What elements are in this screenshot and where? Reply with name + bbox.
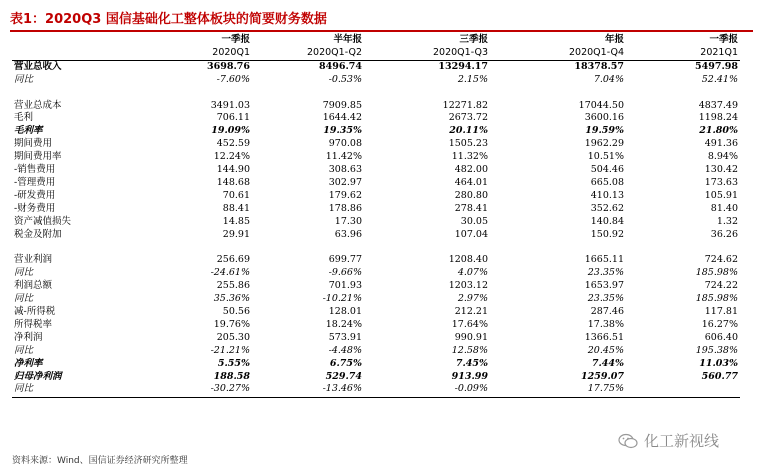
table-row: [12, 216, 740, 229]
table-cell: [626, 87, 740, 100]
table-cell: 701.93: [328, 280, 362, 292]
table-row: [12, 280, 740, 293]
row-label: 减-所得税: [14, 306, 56, 317]
table-cell: 278.41: [454, 202, 488, 214]
table-cell: 7.45%: [455, 357, 488, 369]
table-cell: 491.36: [704, 138, 738, 150]
table-cell: 140.84: [590, 215, 624, 227]
table-cell: 130.42: [704, 164, 738, 176]
table-cell: 12.24%: [213, 151, 250, 163]
column-header-top: 年报: [604, 34, 624, 45]
header-corner: [12, 34, 130, 47]
table-cell: 70.61: [222, 189, 250, 201]
column-header-top: 三季报: [459, 34, 488, 45]
table-cell: 17.30: [334, 215, 362, 227]
table-cell: 560.77: [701, 370, 738, 382]
column-header-bottom: 2020Q1-Q3: [364, 47, 490, 60]
table-cell: 17.64%: [451, 318, 488, 330]
row-label: -销售费用: [14, 164, 56, 176]
table-cell: 1366.51: [584, 331, 624, 343]
table-cell: 185.98%: [695, 293, 738, 305]
table-cell: 699.77: [328, 254, 362, 266]
table-cell: 17.38%: [587, 318, 624, 330]
title-rule: [10, 30, 753, 32]
table-cell: 2673.72: [448, 112, 488, 124]
table-cell: 5497.98: [695, 60, 738, 72]
table-cell: 178.86: [328, 202, 362, 214]
table-cell: -24.61%: [210, 267, 250, 279]
table-row: [12, 151, 740, 164]
table-cell: 11.42%: [325, 151, 362, 163]
table-row: [12, 306, 740, 319]
table-cell: 1.32: [716, 215, 738, 227]
table-cell: 173.63: [704, 176, 738, 188]
table-cell: 63.96: [334, 228, 362, 240]
table-cell: 8.94%: [707, 151, 738, 163]
table-cell: [364, 87, 490, 100]
table-cell: -13.46%: [322, 383, 362, 395]
table-cell: 8496.74: [319, 60, 362, 72]
table-cell: 482.00: [454, 164, 488, 176]
row-label: 营业利润: [14, 254, 53, 266]
table-row: [12, 319, 740, 332]
table-cell: 970.08: [328, 138, 362, 150]
table-cell: 50.56: [222, 306, 250, 317]
watermark: [618, 430, 719, 451]
row-label: 同比: [14, 344, 34, 356]
table-cell: 16.27%: [701, 318, 738, 330]
spacer-row: [12, 87, 740, 100]
table-cell: 4.07%: [457, 267, 488, 279]
table-cell: 18378.57: [574, 60, 624, 72]
table-cell: 308.63: [328, 164, 362, 176]
table-cell: [364, 241, 490, 254]
table-cell: 1665.11: [584, 254, 624, 266]
table-cell: 30.05: [460, 215, 488, 227]
table-cell: -7.60%: [216, 73, 250, 85]
table-cell: 23.35%: [587, 293, 624, 305]
table-cell: 17044.50: [578, 99, 624, 111]
header-corner: [12, 47, 130, 60]
table-cell: 2.97%: [457, 293, 488, 305]
row-label: 期间费用: [14, 138, 53, 150]
table-cell: 195.38%: [695, 344, 738, 356]
row-label: [12, 87, 130, 100]
spacer-row: [12, 241, 740, 254]
column-header-top: 一季报: [709, 34, 738, 45]
table-cell: 11.03%: [699, 357, 738, 369]
table-cell: [626, 241, 740, 254]
table-cell: 19.59%: [585, 125, 624, 137]
table-cell: -0.09%: [454, 383, 488, 395]
table-cell: 7.44%: [591, 357, 624, 369]
table-cell: -10.21%: [322, 293, 362, 305]
row-label: 利润总额: [14, 280, 53, 292]
table-cell: 17.75%: [587, 383, 624, 395]
financial-table: [12, 34, 740, 396]
table-row: [12, 267, 740, 280]
table-cell: 188.58: [213, 370, 250, 382]
column-header-bottom: 2020Q1-Q4: [490, 47, 626, 60]
table-cell: 3600.16: [584, 112, 624, 124]
table-cell: 1198.24: [698, 112, 738, 124]
table-cell: 1644.42: [322, 112, 362, 124]
table-row: [12, 190, 740, 203]
table-cell: 35.36%: [213, 293, 250, 305]
table-cell: 504.46: [590, 164, 624, 176]
column-header-bottom: 2021Q1: [626, 47, 740, 60]
table-cell: 179.62: [328, 189, 362, 201]
table-row: [12, 125, 740, 138]
table-cell: 148.68: [216, 176, 250, 188]
table-cell: 88.41: [222, 202, 250, 214]
table-cell: 256.69: [216, 254, 250, 266]
bottom-rule: [12, 397, 740, 398]
column-header-top: 半年报: [333, 34, 362, 45]
table-cell: 3698.76: [207, 60, 250, 72]
table-cell: 20.11%: [449, 125, 488, 137]
table-cell: 144.90: [216, 164, 250, 176]
table-cell: 18.24%: [325, 318, 362, 330]
table-cell: 52.41%: [701, 73, 738, 85]
table-cell: -0.53%: [328, 73, 362, 85]
table-cell: 20.45%: [587, 344, 624, 356]
table-cell: 1505.23: [448, 138, 488, 150]
column-header-bottom: 2020Q1: [130, 47, 252, 60]
table-cell: 13294.17: [438, 60, 488, 72]
wechat-icon: [618, 433, 638, 449]
table-row: [12, 164, 740, 177]
table-cell: 21.80%: [699, 125, 738, 137]
row-label: 归母净利润: [14, 370, 62, 382]
table-cell: 12.58%: [451, 344, 488, 356]
row-label: 同比: [14, 267, 34, 279]
table-cell: 5.55%: [217, 357, 250, 369]
table-cell: 990.91: [454, 331, 488, 343]
table-cell: 150.92: [590, 228, 624, 240]
table-cell: 117.81: [704, 306, 738, 317]
table-cell: [490, 241, 626, 254]
table-cell: -4.48%: [328, 344, 362, 356]
table-row: [12, 229, 740, 242]
table-cell: 107.04: [454, 228, 488, 240]
table-cell: 410.13: [590, 189, 624, 201]
table-cell: 19.35%: [323, 125, 362, 137]
table-cell: 573.91: [328, 331, 362, 343]
row-label: -财务费用: [14, 202, 56, 214]
table-cell: [490, 87, 626, 100]
table-cell: 665.08: [590, 176, 624, 188]
table-cell: 529.74: [325, 370, 362, 382]
row-label: 营业总收入: [14, 60, 62, 72]
header-row-top: [12, 34, 740, 47]
table-cell: 4837.49: [698, 99, 738, 111]
table-cell: 19.09%: [211, 125, 250, 137]
row-label: 净利率: [14, 357, 43, 369]
table-cell: 1962.29: [584, 138, 624, 150]
table-cell: 255.86: [216, 280, 250, 292]
column-header-bottom: 2020Q1-Q2: [252, 47, 364, 60]
table-cell: 29.91: [222, 228, 250, 240]
table-cell: 14.85: [222, 215, 250, 227]
table-title: 表1：2020Q3 国信基础化工整体板块的简要财务数据: [10, 12, 327, 27]
table-cell: 3491.03: [210, 99, 250, 111]
table-cell: 212.21: [454, 306, 488, 317]
table-cell: 7909.85: [322, 99, 362, 111]
table-cell: [252, 87, 364, 100]
table-cell: 128.01: [328, 306, 362, 317]
table-cell: 11.32%: [451, 151, 488, 163]
table-row: [12, 293, 740, 306]
row-label: -管理费用: [14, 176, 56, 188]
table-cell: [130, 241, 252, 254]
table-row: [12, 332, 740, 345]
table-cell: 1203.12: [448, 280, 488, 292]
row-label: 税金及附加: [14, 228, 62, 240]
table-row: [12, 74, 740, 87]
row-label: 期间费用率: [14, 151, 62, 163]
row-label: 同比: [14, 383, 34, 395]
table-cell: 1259.07: [581, 370, 624, 382]
table-cell: 302.97: [328, 176, 362, 188]
table-cell: 452.59: [216, 138, 250, 150]
row-label: 毛利率: [14, 125, 43, 137]
table-cell: 724.62: [704, 254, 738, 266]
table-cell: 724.22: [704, 280, 738, 292]
table-cell: 185.98%: [695, 267, 738, 279]
table-row: [12, 60, 740, 73]
table-row: [12, 371, 740, 384]
table-cell: 81.40: [710, 202, 738, 214]
table-cell: 913.99: [451, 370, 488, 382]
row-label: 所得税率: [14, 318, 53, 330]
row-label: 净利润: [14, 331, 43, 343]
row-label: 资产减值损失: [14, 215, 72, 227]
table-cell: 1208.40: [448, 254, 488, 266]
table-cell: 205.30: [216, 331, 250, 343]
table-cell: -21.21%: [210, 344, 250, 356]
table-cell: 464.01: [454, 176, 488, 188]
table-cell: 352.62: [590, 202, 624, 214]
table-row: [12, 203, 740, 216]
table-cell: 1653.97: [584, 280, 624, 292]
row-label: 毛利: [14, 112, 34, 124]
table-row: [12, 138, 740, 151]
column-header-top: 一季报: [221, 34, 250, 45]
table-cell: [130, 87, 252, 100]
table-cell: 10.51%: [587, 151, 624, 163]
table-cell: 287.46: [590, 306, 624, 317]
table-row: [12, 358, 740, 371]
table-row: [12, 254, 740, 267]
row-label: 营业总成本: [14, 99, 62, 111]
table-cell: 6.75%: [329, 357, 362, 369]
source-note: 资料来源：Wind、国信证券经济研究所整理: [12, 456, 188, 466]
table-row: [12, 383, 740, 396]
table-row: [12, 112, 740, 125]
table-row: [12, 177, 740, 190]
table-cell: 7.04%: [593, 73, 624, 85]
table-cell: 2.15%: [457, 73, 488, 85]
table-cell: 606.40: [704, 331, 738, 343]
table-cell: -9.66%: [328, 267, 362, 279]
table-cell: 36.26: [710, 228, 738, 240]
table-cell: 23.35%: [587, 267, 624, 279]
header-row-bottom: [12, 47, 740, 60]
table-cell: [252, 241, 364, 254]
watermark-text: 化工新视线: [644, 432, 720, 450]
table-cell: [626, 383, 740, 396]
table-row: [12, 345, 740, 358]
table-cell: 706.11: [216, 112, 250, 124]
row-label: [12, 241, 130, 254]
row-label: 同比: [14, 73, 34, 85]
table-row: [12, 100, 740, 113]
table-cell: -30.27%: [210, 383, 250, 395]
table-cell: 19.76%: [213, 318, 250, 330]
table-body: [12, 60, 740, 396]
table-cell: 12271.82: [442, 99, 488, 111]
row-label: 同比: [14, 293, 34, 305]
table-cell: 280.80: [454, 189, 488, 201]
row-label: -研发费用: [14, 189, 56, 201]
table-cell: 105.91: [704, 189, 738, 201]
